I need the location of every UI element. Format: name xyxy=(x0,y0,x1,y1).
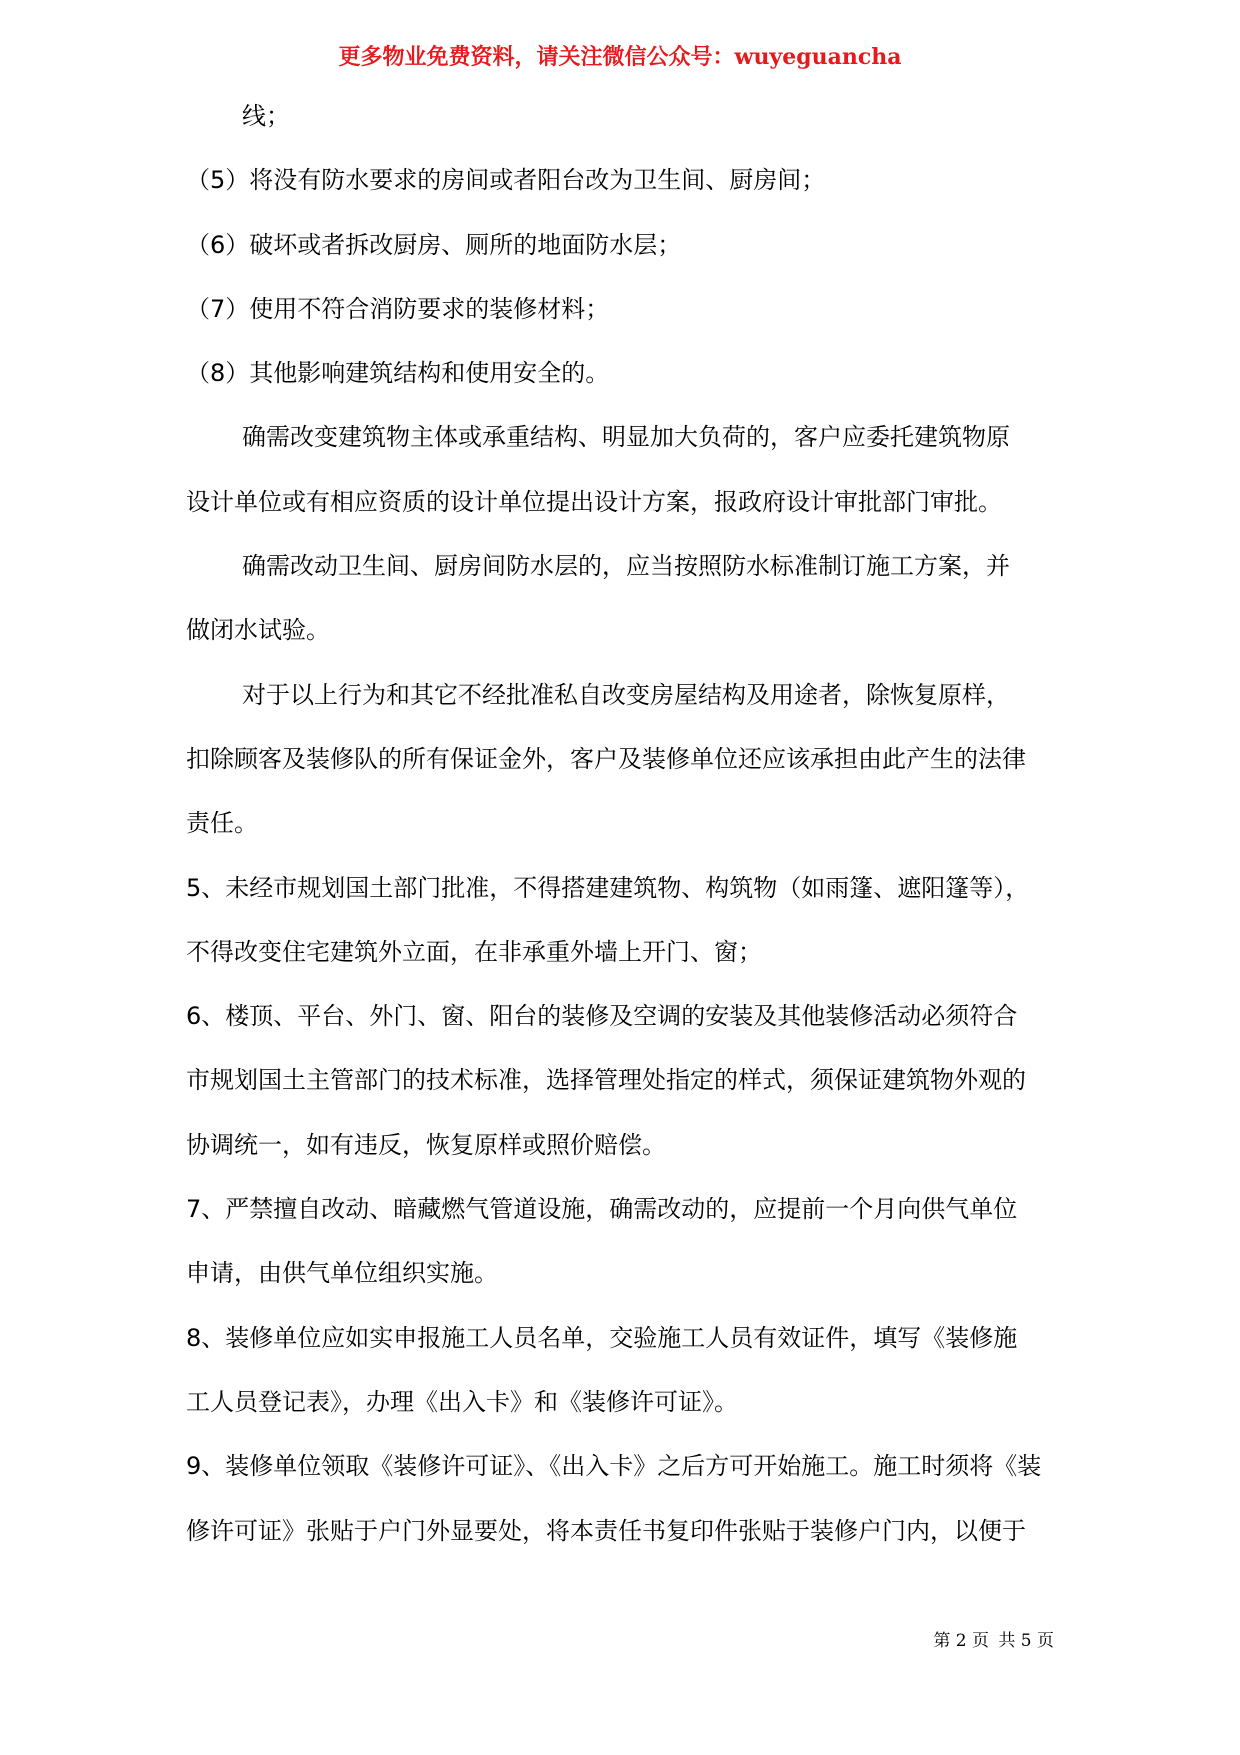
paragraph-line: 对于以上行为和其它不经批准私自改变房屋结构及用途者，除恢复原样， xyxy=(242,680,1010,709)
clause-9-line: 9、装修单位领取《装修许可证》、《出入卡》之后方可开始施工。施工时须将《装 xyxy=(186,1452,1042,1481)
clause-6-line: 市规划国土主管部门的技术标准，选择管理处指定的样式，须保证建筑物外观的 xyxy=(186,1066,1026,1095)
clause-6-line: 6、楼顶、平台、外门、窗、阳台的装修及空调的安装及其他装修活动必须符合 xyxy=(186,1002,1018,1031)
page-number: 第 2 页 xyxy=(933,1631,989,1651)
list-item-7: （7）使用不符合消防要求的装修材料； xyxy=(186,294,610,323)
promo-header: 更多物业免费资料，请关注微信公众号：wuyeguancha xyxy=(338,44,902,70)
paragraph-line: 扣除顾客及装修队的所有保证金外，客户及装修单位还应该承担由此产生的法律 xyxy=(186,744,1026,773)
paragraph-line: 做闭水试验。 xyxy=(186,616,330,645)
text-line: 线； xyxy=(242,102,290,130)
list-item-6: （6）破坏或者拆改厨房、厕所的地面防水层； xyxy=(186,230,682,259)
paragraph-line: 责任。 xyxy=(186,809,258,838)
paragraph-line: 设计单位或有相应资质的设计单位提出设计方案，报政府设计审批部门审批。 xyxy=(186,487,1002,516)
page-total: 共 5 页 xyxy=(998,1631,1054,1651)
page-footer xyxy=(929,1626,1054,1651)
clause-5-line: 不得改变住宅建筑外立面，在非承重外墙上开门、窗； xyxy=(186,937,762,966)
clause-7-line: 7、严禁擅自改动、暗藏燃气管道设施，确需改动的，应提前一个月向供气单位 xyxy=(186,1195,1018,1224)
list-item-5: （5）将没有防水要求的房间或者阳台改为卫生间、厨房间； xyxy=(186,166,826,195)
paragraph-line: 确需改动卫生间、厨房间防水层的，应当按照防水标准制订施工方案，并 xyxy=(242,552,1010,581)
list-item-8: （8）其他影响建筑结构和使用安全的。 xyxy=(186,359,610,388)
clause-6-line: 协调统一，如有违反，恢复原样或照价赔偿。 xyxy=(186,1130,666,1159)
document-body xyxy=(186,84,1052,1563)
clause-9-line: 修许可证》张贴于户门外显要处，将本责任书复印件张贴于装修户门内，以便于 xyxy=(186,1516,1026,1545)
clause-5-line: 5、未经市规划国土部门批准，不得搭建建筑物、构筑物（如雨篷、遮阳篷等）， xyxy=(186,873,1030,902)
clause-8-line: 8、装修单位应如实申报施工人员名单，交验施工人员有效证件，填写《装修施 xyxy=(186,1323,1018,1352)
paragraph-line: 确需改变建筑物主体或承重结构、明显加大负荷的，客户应委托建筑物原 xyxy=(242,423,1010,452)
clause-8-line: 工人员登记表》，办理《出入卡》和《装修许可证》。 xyxy=(186,1387,738,1416)
clause-7-line: 申请，由供气单位组织实施。 xyxy=(186,1259,498,1288)
